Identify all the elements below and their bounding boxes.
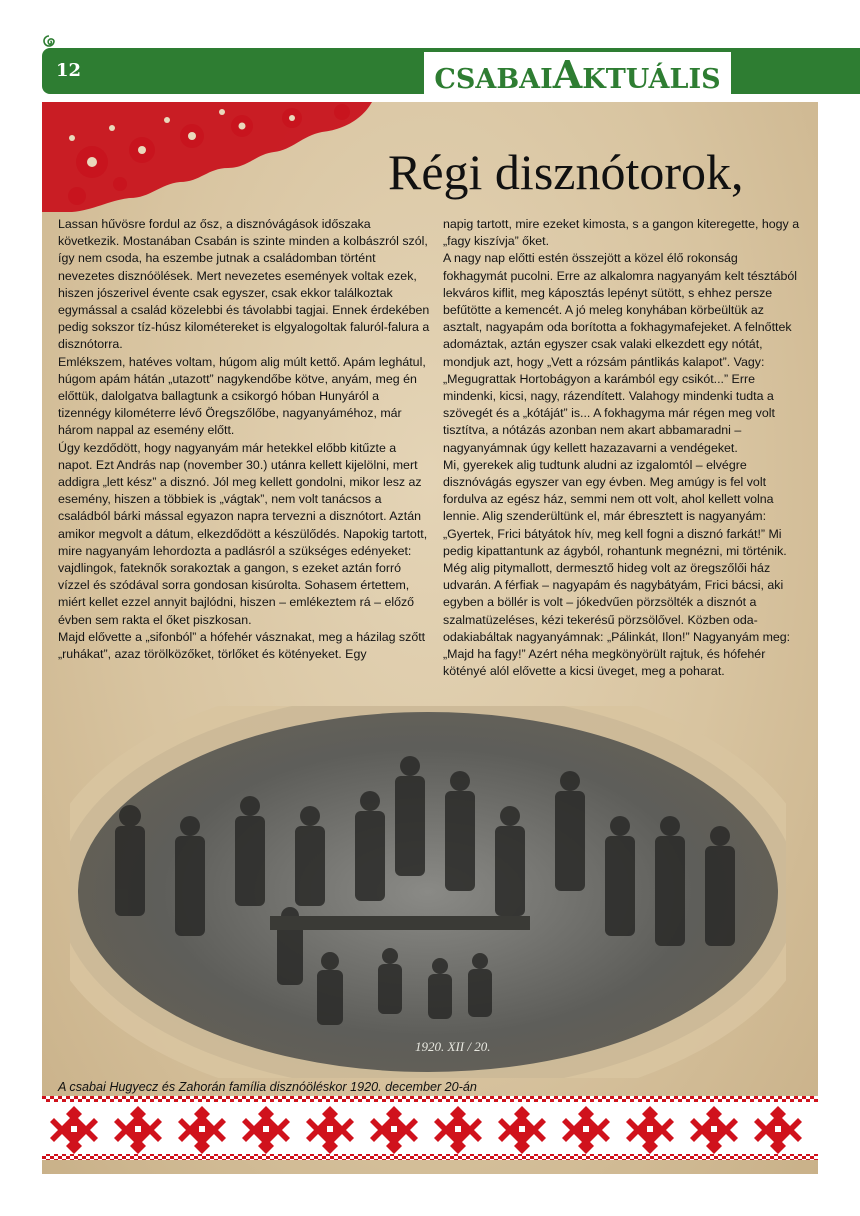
page-number: 12 <box>56 60 82 81</box>
right-paragraph-3: Mi, gyerekek alig tudtunk aludni az izgalomtól – elvégre disznóvágás egyszer van egy évben. Meg amúgy is fel volt fordulva az egész ház, semmi nem ott volt, ahol kellett volna lennie. Alig szenderültünk el, már ébresztett is nagyanyám: „Gyertek, Frici bátyátok hív, meg kell fogni a disznó farkát!” Mi pedig kipattantunk az ágyból, rohantunk megnézni, mi történik. Még alig pitymallott, dermesztő hideg volt az öregszőlői ház udvarán. A férfiak – nagyapám és nagybátyám, Frici bácsi, aki egyben a böllér is volt – jókedvűen pörzsölték a disznót a szalmatüzeléses, kézi tekerésű pörzsölővel. Közben oda-odakiabáltak nagyanyámnak: „Pálinkát, Ilon!” Nagyanyám meg: „Majd ha fagy!” Azért néha megkönyörült rajtuk, és hófehér kötényé alól elővette a kicsi üveget, meg a poharat. <box>443 457 791 679</box>
magazine-title-part-1: CSABAI <box>434 64 553 95</box>
article-column-right <box>443 216 803 680</box>
left-paragraph-1: Lassan hűvösre fordul az ősz, a disznóvágások időszaka következik. Mostanában Csabán is szinte minden a kolbászról szól, így nem csoda, ha eszembe jutnak a családomban történt nevezetes disznóölések. Mert nevezetes események voltak ezek, hiszen jószerivel évente csak egyszer, csak ekkor találkoztak egymással a család közelebbi és távolabbi tagjai. Ennek érdekében pedig sokszor tíz-húsz kilométereket is elgyalogoltak faluról-falura a disznótorra. <box>58 217 430 352</box>
red-floral-embroidery-icon <box>42 102 382 212</box>
left-paragraph-4: Majd elővette a „sifonból” a hófehér vásznakat, meg a házilag szőtt „ruhákat”, azaz törölközőket, törlőket és kötényeket. Egy <box>58 629 426 662</box>
article-column-left <box>58 216 430 663</box>
right-paragraph-2: A nagy nap előtti estén összejött a közel élő rokonság fokhagymát pucolni. Erre az alkalomra nagyanyám kelt tésztából lekváros kiflit, meg káposztás lepényt sütött, s ehhez persze befűtötte a kemencét. A jó meleg konyhában körbeültük az asztalt, nagyapám oda borította a fokhagymafejeket. A felnőttek adomáztak, aztán egyszer csak valaki elkezdett egy nótát, mondjuk azt, hogy „Vett a rózsám pántlikás kalapot”. Vagy: „Megugrattak Hortobágyon a karámból egy csikót...” Erre mindenki, kicsi, nagy, rázendített. Valahogy mindenki tudta a szövegét és a „kótáját” is... A fokhagyma már régen meg volt tisztítva, a nótázás azonban nem akart abbamaradni – nagyanyámnak úgy kellett hazazavarni a vendégeket. <box>443 251 797 455</box>
magazine-title <box>0 52 860 97</box>
left-paragraph-3: Úgy kezdődött, hogy nagyanyám már hetekkel előbb kitűzte a napot. Ezt András nap (november 30.) utánra kellett kijelölni, mert addigra „lett kész” a disznó. Jól meg kellett gondolni, mikor lesz az esemény, hiszen a többiek is „vágtak”, nem volt tanácsos a családból bárki mással egyazon napra tervezni a disznótort. Aztán amikor megvolt a dátum, elkezdődött a készülődés. Napokig tartott, mire nagyanyám lehordozta a padlásról a szükséges edényeket: vajdlingok, fateknők sorakoztak a gangon, s ezeket aztán forró vízzel és szódával sorra gondosan kisúrolta. Sohasem értettem, miért kellet ezzel annyit bajlódni, hiszen – emlékeztem rá – előző évben sem rakta el őket piszkosan. <box>58 440 428 627</box>
red-cross-stitch-border-icon <box>42 1096 818 1160</box>
article-title: Régi disznótorok, <box>388 144 744 200</box>
right-paragraph-1: napig tartott, mire ezeket kimosta, s a gangon kiteregette, hogy a „fagy kiszívja” őket. <box>443 217 800 249</box>
magazine-title-part-2: A <box>552 52 583 97</box>
photo-date-inscription: 1920. XII / 20. <box>415 1039 491 1054</box>
family-photo <box>70 706 786 1078</box>
photo-caption: A csabai Hugyecz és Zahorán família disznóöléskor 1920. december 20-án <box>58 1080 477 1094</box>
swirl-logo-icon <box>42 34 56 48</box>
left-paragraph-2: Emlékszem, hatéves voltam, húgom alig múlt kettő. Apám leghátul, húgom apám hátán „utazott” nagykendőbe kötve, anyám, meg én előttük, dalolgatva ballagtunk a csikorgó hóban Hunyáról a tizennégy kilométerre lévő Öregszőlőbe, nagyanyáméhoz, már három nappal az esemény előtt. <box>58 354 426 438</box>
magazine-title-part-3: KTUÁLIS <box>582 64 721 95</box>
